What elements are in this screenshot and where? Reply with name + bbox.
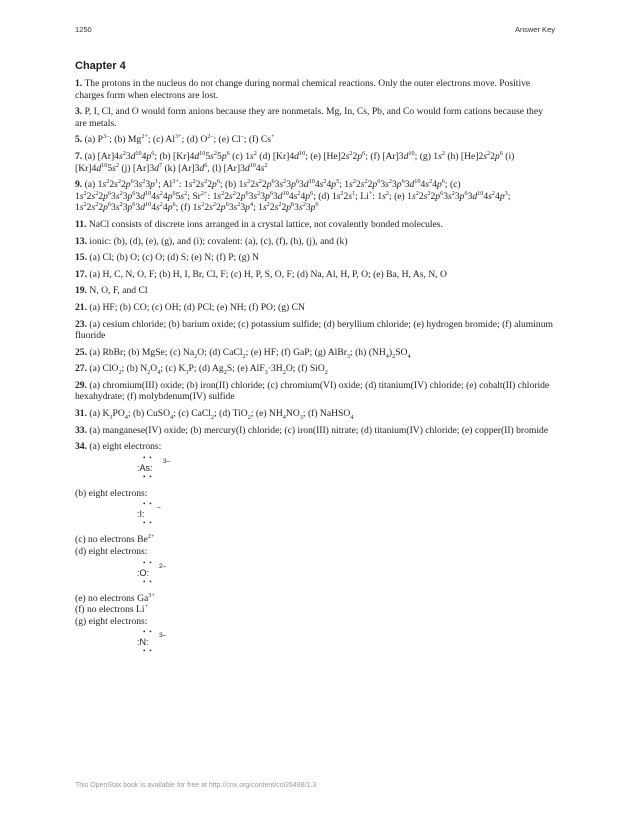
page-number: 1250 xyxy=(75,25,92,34)
answer-31: 31. (a) $K_3PO_4$; (b) CuSO$_4$; (c) CaCl$_2$; (d) TiO$_2$; (e) $NH_4NO_3$; (f) NaHSO$_4$ xyxy=(75,408,354,421)
answer-1: 1. The protons in the nucleus do not change during normal chemical reactions. Only the outer electrons move. Positive charges form when electrons are lost. xyxy=(75,78,531,101)
answer-5: 5. (a) $P^{3-}$; (b) $Mg^{2+}$; (c) $Al^{3+}$; (d) $O^{2-}$; (e) Cl–; (f) Cs+ xyxy=(75,133,275,146)
answer-23: 23. (a) cesium chloride; (b) barium oxide; (c) potassium sulfide; (d) beryllium chloride; (e) hydrogen bromide; (f) aluminum fluoride xyxy=(75,318,553,342)
answer-34b: (b) eight electrons: xyxy=(75,487,148,499)
answer-13: 13. ionic: (b), (d), (e), (g), and (i); covalent: (a), (c), (f), (h), (j), and (k) xyxy=(75,235,348,247)
answer-15: 15. (a) Cl; (b) O; (c) O; (d) S; (e) N; (f) P; (g) N xyxy=(75,252,260,264)
answer-19: 19. N, O, F, and Cl xyxy=(75,285,148,297)
answer-34d: (d) eight electrons: xyxy=(75,546,148,558)
answer-17: 17. (a) H, C, N, O, F; (b) H, I, Br, Cl, F; (c) H, P, S, O, F; (d) Na, Al, H, P, O; (e) Ba, H, As, N, O xyxy=(75,268,447,280)
answer-9: 9. (a) $1s^22s^22p^63s^23p^1$; $Al^{3+}$: $1s^22s^22p^6$; (b) $1s^22s^22p^63s^23p^63d^{10}4s^24p^5$; $1s^22s^22p^63s^23p^63d^{10}4s^24p^6$; (c) $1s^22s^22p^63s^23p^63d^{10}4s^24p^65s^2$; $Sr^{2+}$: $1s^22s^22p^63s^23p^63d^{10}4s^24p^6$; (d) $1s^22s^1$; Li+: $1s^2$; (e) $1s^22s^22p^63s^23p^63d^{10}4s^24p^3$; $1s^22s^22p^63s^23p^63d^{10}4s^24p^6$; (f) $1s^22s^22p^63s^23p^4$; $1s^22s^22p^63s^23p^6$ xyxy=(75,177,511,214)
running-header: Answer Key xyxy=(514,25,555,34)
answer-29: 29. (a) chromium(III) oxide; (b) iron(II) chloride; (c) chromium(VI) oxide; (d) titanium(IV) chloride; (e) cobalt(II) chloride hexahydrate; (f) molybdenum(IV) sulfide xyxy=(75,379,550,403)
answer-34e: (e) no electrons $Ga^{3+}$ xyxy=(75,591,155,604)
answer-34f: (f) no electrons Li+ xyxy=(75,603,149,616)
answer-11: 11. NaCl consists of discrete ions arranged in a crystal lattice, not covalently bonded molecules. xyxy=(75,218,443,230)
answer-34c: (c) no electrons $Be^{2+}$ xyxy=(75,533,155,546)
answer-list xyxy=(75,78,555,662)
lewis-nitride: • • :N: • • 3– xyxy=(137,628,167,656)
answer-7: 7. (a) $[Ar]4s^23d^{10}4p^6$; (b) $[Kr]4d^{10}5s^25p^6$ (c) $1s^2$ (d) $[Kr]4d^{10}$; (e) $[He]2s^22p^6$; (f) $[Ar]3d^{10}$; (g) $1s^2$ (h) $[He]2s^22p^6$ (i) $[Kr]4d^{10}5s^2$ (j) $[Ar]3d^7$ (k) $[Ar]3d^6$, (l) $[Ar]3d^{10}4s^2$ xyxy=(75,149,515,174)
answer-3: 3. P, I, Cl, and O would form anions because they are nonmetals. Mg, In, Cs, Pb, and Co would form cations because they are metals. xyxy=(75,106,543,129)
answer-34a: 34. (a) eight electrons: xyxy=(75,441,162,453)
lewis-arsenide: • • :As: • • 3– xyxy=(137,453,171,481)
answer-34g: (g) eight electrons: xyxy=(75,615,148,627)
answer-21: 21. (a) HF; (b) CO; (c) OH; (d) PCl; (e) NH; (f) PO; (g) CN xyxy=(75,301,305,313)
lewis-iodide: • • :I: • • – xyxy=(137,500,161,528)
answer-27: 27. (a) ClO$_2$; (b) $N_2O_4$; (c) $K_3P$; (d) $Ag_2S$; (e) $AlF_3\cdot 3H_2O$; (f) SiO$_2$ xyxy=(75,363,328,377)
answer-33: 33. (a) manganese(IV) oxide; (b) mercury(I) chloride; (c) iron(III) nitrate; (d) titanium(IV) chloride; (e) copper(II) bromide xyxy=(75,424,549,436)
chapter-title: Chapter 4 xyxy=(75,60,126,72)
answer-25: 25. (a) RbBr; (b) MgSe; (c) $Na_2O$; (d) CaCl$_2$; (e) HF; (f) GaP; (g) AlBr$_3$; (h) $(NH_4)_2SO_4$ xyxy=(75,346,411,360)
lewis-oxide: • • :O: • • 2– xyxy=(137,558,167,586)
footer-note: This OpenStax book is available for free at http://cnx.org/content/col26488/1.3 xyxy=(75,782,317,789)
